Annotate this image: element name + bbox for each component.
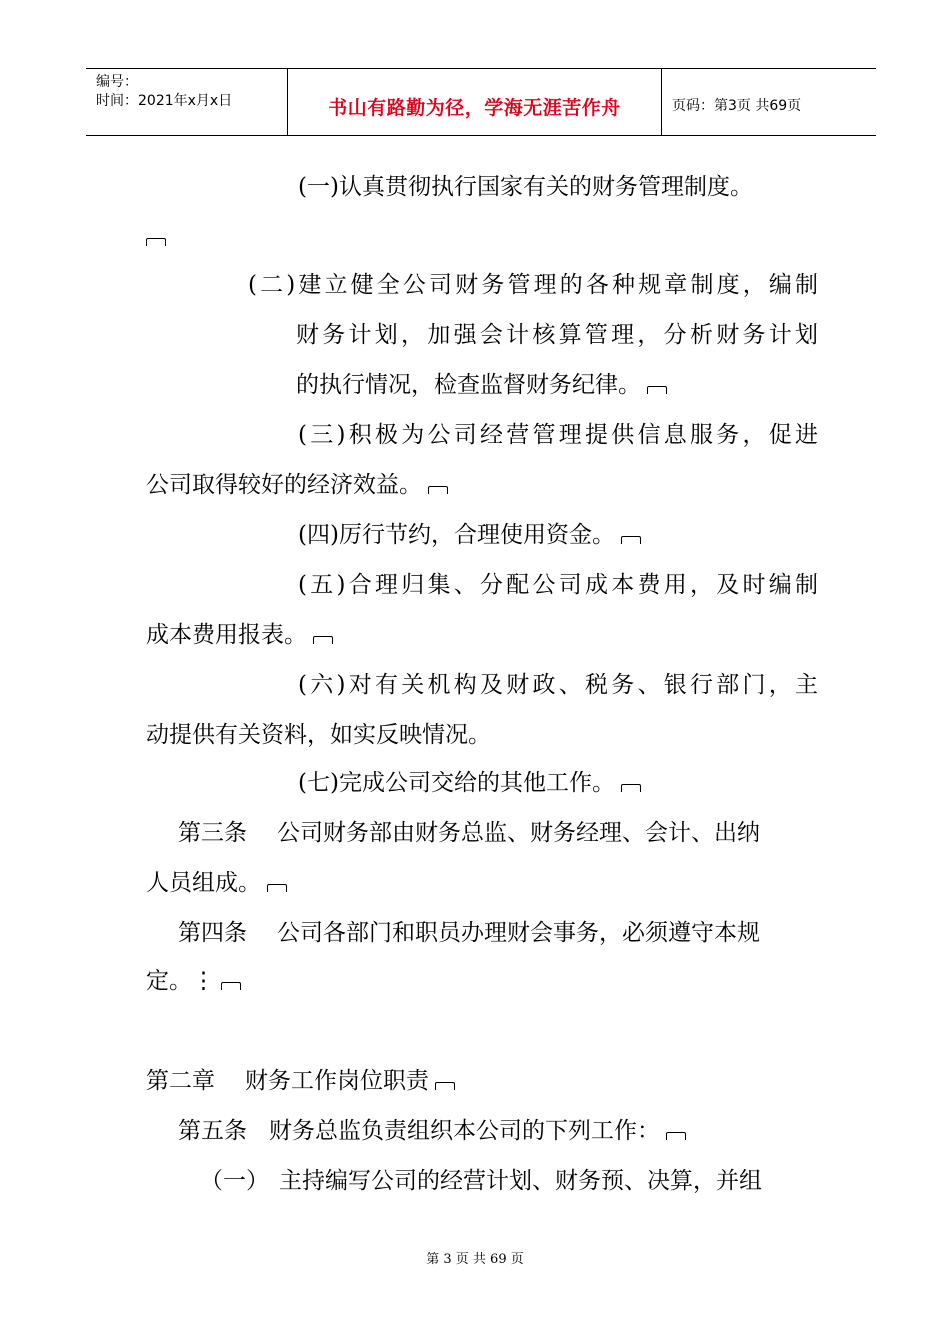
article-5-item-1-text: 主持编写公司的经营计划、财务预、决算，并组 bbox=[279, 1168, 762, 1194]
article-3-text: 公司财务部由财务总监、财务经理、会计、出纳 bbox=[277, 820, 760, 846]
motto: 书山有路勤为径，学海无涯苦作舟 bbox=[328, 97, 621, 119]
article-4-title: 第四条 bbox=[178, 920, 247, 946]
article-5-item-1 bbox=[200, 1168, 762, 1194]
page-code: 页码：第3页 共69页 bbox=[672, 98, 802, 114]
chapter-2-name: 财务工作岗位职责 bbox=[245, 1068, 429, 1094]
article-3-title: 第三条 bbox=[178, 820, 247, 846]
paragraph-mark-icon bbox=[428, 486, 448, 494]
article-3-line-1 bbox=[178, 820, 760, 846]
para-2-line-3 bbox=[296, 372, 667, 398]
paragraph-mark-icon bbox=[313, 636, 333, 644]
paragraph-mark-icon bbox=[221, 982, 241, 990]
article-3-line-2-text: 人员组成。 bbox=[146, 870, 261, 896]
para-6-line-1: (六)对有关机构及财政、税务、银行部门，主 bbox=[298, 672, 818, 698]
paragraph-mark-icon bbox=[666, 1132, 686, 1140]
para-3-line-2-text: 公司取得较好的经济效益。 bbox=[146, 472, 422, 498]
para-4 bbox=[298, 522, 641, 548]
para-6-line-2: 动提供有关资料，如实反映情况。 bbox=[146, 722, 491, 748]
paragraph-mark-icon bbox=[435, 1082, 455, 1090]
para-1-text: (一)认真贯彻执行国家有关的财务管理制度。 bbox=[298, 174, 753, 200]
para-2-line-1: (二)建立健全公司财务管理的各种规章制度，编制 bbox=[248, 272, 818, 298]
article-3-line-2 bbox=[146, 870, 287, 896]
number-label: 编号： bbox=[96, 74, 138, 90]
article-5-item-1-number: （一） bbox=[200, 1168, 269, 1194]
paragraph-mark-icon bbox=[647, 386, 667, 394]
article-4-line-2 bbox=[146, 968, 241, 994]
para-3-line-2 bbox=[146, 472, 448, 498]
para-3-line-1: (三)积极为公司经营管理提供信息服务，促进 bbox=[298, 422, 818, 448]
paragraph-mark-icon bbox=[621, 784, 641, 792]
article-4-line-2-text: 定。⋮ bbox=[146, 968, 215, 994]
article-5-text: 财务总监负责组织本公司的下列工作： bbox=[269, 1118, 660, 1144]
page-footer: 第 3 页 共 69 页 bbox=[426, 1252, 524, 1267]
para-1 bbox=[298, 174, 753, 200]
para-2-line-3-text: 的执行情况，检查监督财务纪律。 bbox=[296, 372, 641, 398]
para-5-line-1: (五)合理归集、分配公司成本费用，及时编制 bbox=[298, 572, 818, 598]
para-5-line-2-text: 成本费用报表。 bbox=[146, 622, 307, 648]
paragraph-mark-icon bbox=[267, 884, 287, 892]
para-2-line-2: 财务计划，加强会计核算管理，分析财务计划 bbox=[296, 322, 818, 348]
para-7 bbox=[298, 770, 641, 796]
chapter-2-title: 第二章 bbox=[146, 1068, 215, 1094]
article-5-title: 第五条 bbox=[178, 1118, 247, 1144]
article-5 bbox=[178, 1118, 686, 1144]
article-4-text: 公司各部门和职员办理财会事务，必须遵守本规 bbox=[277, 920, 760, 946]
paragraph-mark-icon bbox=[621, 536, 641, 544]
para-4-text: (四)厉行节约，合理使用资金。 bbox=[298, 522, 615, 548]
paragraph-mark-icon bbox=[146, 238, 166, 246]
para-7-text: (七)完成公司交给的其他工作。 bbox=[298, 770, 615, 796]
time-label: 时间：2021年x月x日 bbox=[96, 93, 233, 109]
article-4-line-1 bbox=[178, 920, 760, 946]
para-5-line-2 bbox=[146, 622, 333, 648]
chapter-2-heading bbox=[146, 1068, 455, 1094]
